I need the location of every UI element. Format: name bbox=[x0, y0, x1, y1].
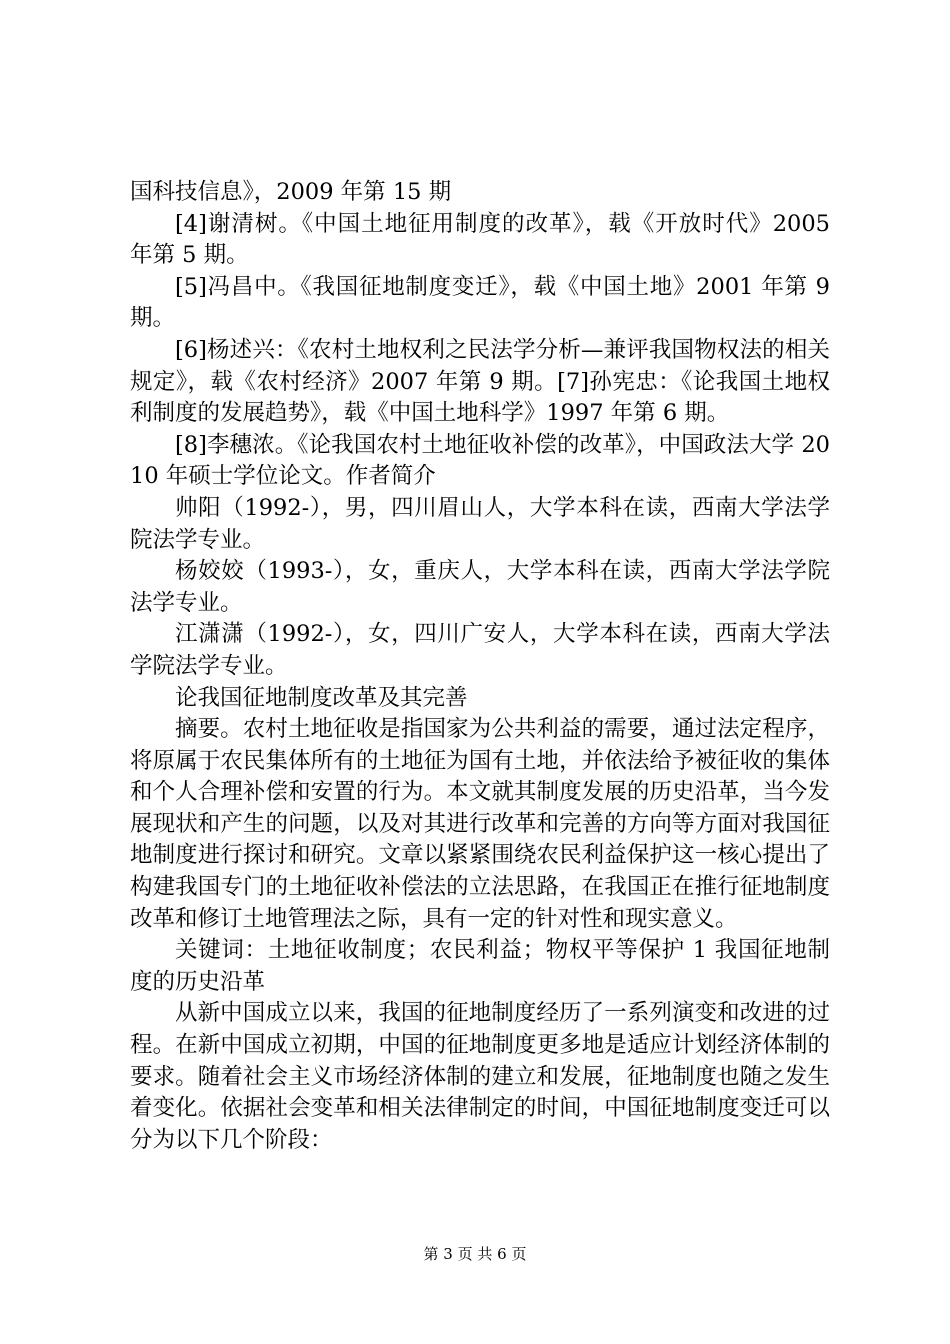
author-bio-1: 帅阳（1992-），男，四川眉山人，大学本科在读，西南大学法学院法学专业。 bbox=[130, 494, 830, 553]
reference-5: [5]冯昌中。《我国征地制度变迁》，载《中国土地》2001 年第 9 期。 bbox=[130, 273, 830, 332]
reference-6-7: [6]杨述兴：《农村土地权利之民法学分析—兼评我国物权法的相关规定》，载《农村经济》2007 年第 9 期。[7]孙宪忠：《论我国土地权利制度的发展趋势》，载《中国土地科学》1997 年第 6 期。 bbox=[130, 336, 830, 427]
author-bio-2: 杨姣姣（1993-），女，重庆人，大学本科在读，西南大学法学院法学专业。 bbox=[130, 558, 830, 616]
reference-continuation: 国科技信息》，2009 年第 15 期 bbox=[130, 179, 452, 205]
page-footer: 第 3 页 共 6 页 bbox=[423, 1245, 527, 1263]
keywords-paragraph: 关键词：土地征收制度；农民利益；物权平等保护 1 我国征地制度的历史沿革 bbox=[130, 937, 830, 995]
reference-8: [8]李穗浓。《论我国农村土地征收补偿的改革》，中国政法大学 2010 年硕士学位论文。作者简介 bbox=[130, 431, 830, 490]
reference-4: [4]谢清树。《中国土地征用制度的改革》，载《开放时代》2005 年第 5 期。 bbox=[130, 210, 830, 269]
article-title: 论我国征地制度改革及其完善 bbox=[175, 684, 468, 711]
author-bio-3: 江潇潇（1992-），女，四川广安人，大学本科在读，西南大学法学院法学专业。 bbox=[130, 621, 830, 679]
document-body bbox=[130, 177, 830, 1156]
abstract-paragraph: 摘要。农村土地征收是指国家为公共利益的需要，通过法定程序，将原属于农民集体所有的土地征为国有土地，并依法给予被征收的集体和个人合理补偿和安置的行为。本文就其制度发展的历史沿革，当今发展现状和产生的问题，以及对其进行改革和完善的方向等方面对我国征地制度进行探讨和研究。文章以紧紧围绕农民利益保护这一核心提出了构建我国专门的土地征收补偿法的立法思路，在我国正在推行征地制度改革和修订土地管理法之际，具有一定的针对性和现实意义。 bbox=[130, 716, 830, 932]
body-paragraph: 从新中国成立以来，我国的征地制度经历了一系列演变和改进的过程。在新中国成立初期，中国的征地制度更多地是适应计划经济体制的要求。随着社会主义市场经济体制的建立和发展，征地制度也随之发生着变化。依据社会变革和相关法律制定的时间，中国征地制度变迁可以分为以下几个阶段： bbox=[130, 1000, 830, 1153]
